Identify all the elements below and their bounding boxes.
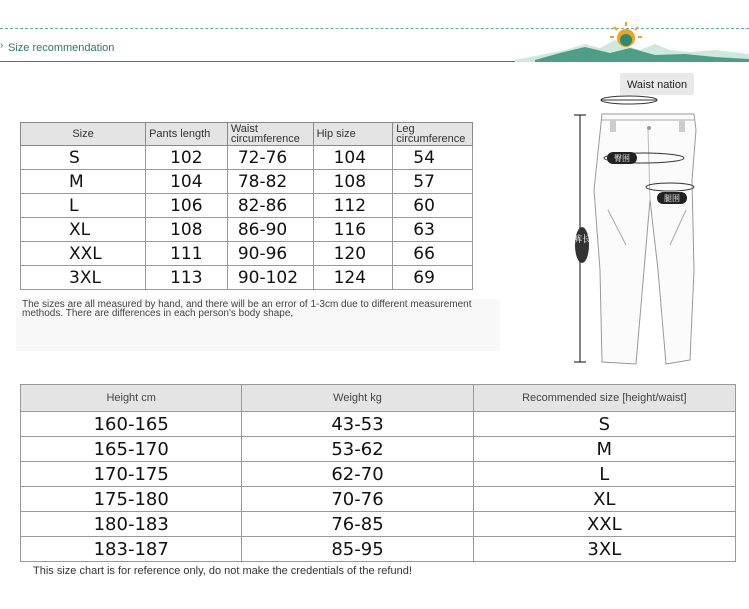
cell: 104 — [313, 146, 393, 170]
col-header-height: Height cm — [21, 385, 242, 412]
chevron-icon: › — [0, 40, 4, 51]
cell: XL — [473, 487, 735, 512]
cell: 113 — [146, 266, 228, 290]
cell: 85-95 — [242, 537, 473, 562]
table-header-row — [21, 385, 736, 412]
size-measurement-table — [20, 122, 473, 290]
measurement-note — [16, 299, 500, 351]
table-row — [21, 242, 473, 266]
table-row — [21, 462, 736, 487]
cell: 108 — [313, 170, 393, 194]
cell: 165-170 — [21, 437, 242, 462]
cell: 180-183 — [21, 512, 242, 537]
cell: 43-53 — [242, 412, 473, 437]
cell: XL — [21, 218, 146, 242]
table-row — [21, 194, 473, 218]
cell: 102 — [146, 146, 228, 170]
cell: 76-85 — [242, 512, 473, 537]
cell: 3XL — [21, 266, 146, 290]
cell: 63 — [393, 218, 473, 242]
cell: 72-76 — [227, 146, 313, 170]
cell: 175-180 — [21, 487, 242, 512]
cell: S — [473, 412, 735, 437]
table-row — [21, 412, 736, 437]
cell: 90-102 — [227, 266, 313, 290]
measurement-note-text: The sizes are all measured by hand, and there will be an error of 1-3cm due to different measurement methods. There are differences in each person's body shape, — [22, 299, 472, 319]
refund-disclaimer: This size chart is for reference only, do not make the credentials of the refund! — [33, 565, 412, 577]
cell: 104 — [146, 170, 228, 194]
col-header-waist: Waist circumference — [227, 123, 313, 146]
table-row — [21, 266, 473, 290]
cell: 82-86 — [227, 194, 313, 218]
cell: 170-175 — [21, 462, 242, 487]
table-row — [21, 487, 736, 512]
cell: 111 — [146, 242, 228, 266]
cell: 90-96 — [227, 242, 313, 266]
thigh-label: 腿围 — [664, 194, 680, 203]
cell: 54 — [393, 146, 473, 170]
cell: 116 — [313, 218, 393, 242]
table-row — [21, 146, 473, 170]
cell: 57 — [393, 170, 473, 194]
section-title: Size recommendation — [8, 42, 115, 54]
pants-diagram — [566, 70, 746, 370]
cell: 78-82 — [227, 170, 313, 194]
col-header-leg: Leg circumference — [393, 123, 473, 146]
cell: 86-90 — [227, 218, 313, 242]
cell: 183-187 — [21, 537, 242, 562]
table-row — [21, 437, 736, 462]
cell: 60 — [393, 194, 473, 218]
hip-label: 臀围 — [614, 154, 630, 163]
cell: S — [21, 146, 146, 170]
cell: 66 — [393, 242, 473, 266]
table-row — [21, 218, 473, 242]
cell: 53-62 — [242, 437, 473, 462]
cell: 70-76 — [242, 487, 473, 512]
col-header-recommended: Recommended size [height/waist] — [473, 385, 735, 412]
cell: 69 — [393, 266, 473, 290]
col-header-pants-length: Pants length — [146, 123, 228, 146]
cell: M — [21, 170, 146, 194]
table-row — [21, 537, 736, 562]
cell: 124 — [313, 266, 393, 290]
cell: 108 — [146, 218, 228, 242]
cell: 3XL — [473, 537, 735, 562]
waist-label: Waist nation — [620, 73, 694, 95]
cell: L — [473, 462, 735, 487]
cell: L — [21, 194, 146, 218]
col-header-size: Size — [21, 123, 146, 146]
cell: 62-70 — [242, 462, 473, 487]
cell: XXL — [21, 242, 146, 266]
cell: 106 — [146, 194, 228, 218]
cell: XXL — [473, 512, 735, 537]
mountain-sun-logo — [515, 20, 749, 62]
size-recommendation-table — [20, 384, 736, 562]
cell: 120 — [313, 242, 393, 266]
length-label: 裤长 — [572, 235, 592, 245]
cell: 160-165 — [21, 412, 242, 437]
col-header-hip: Hip size — [313, 123, 393, 146]
table-header-row — [21, 123, 473, 146]
table-row — [21, 170, 473, 194]
cell: M — [473, 437, 735, 462]
cell: 112 — [313, 194, 393, 218]
col-header-weight: Weight kg — [242, 385, 473, 412]
table-row — [21, 512, 736, 537]
